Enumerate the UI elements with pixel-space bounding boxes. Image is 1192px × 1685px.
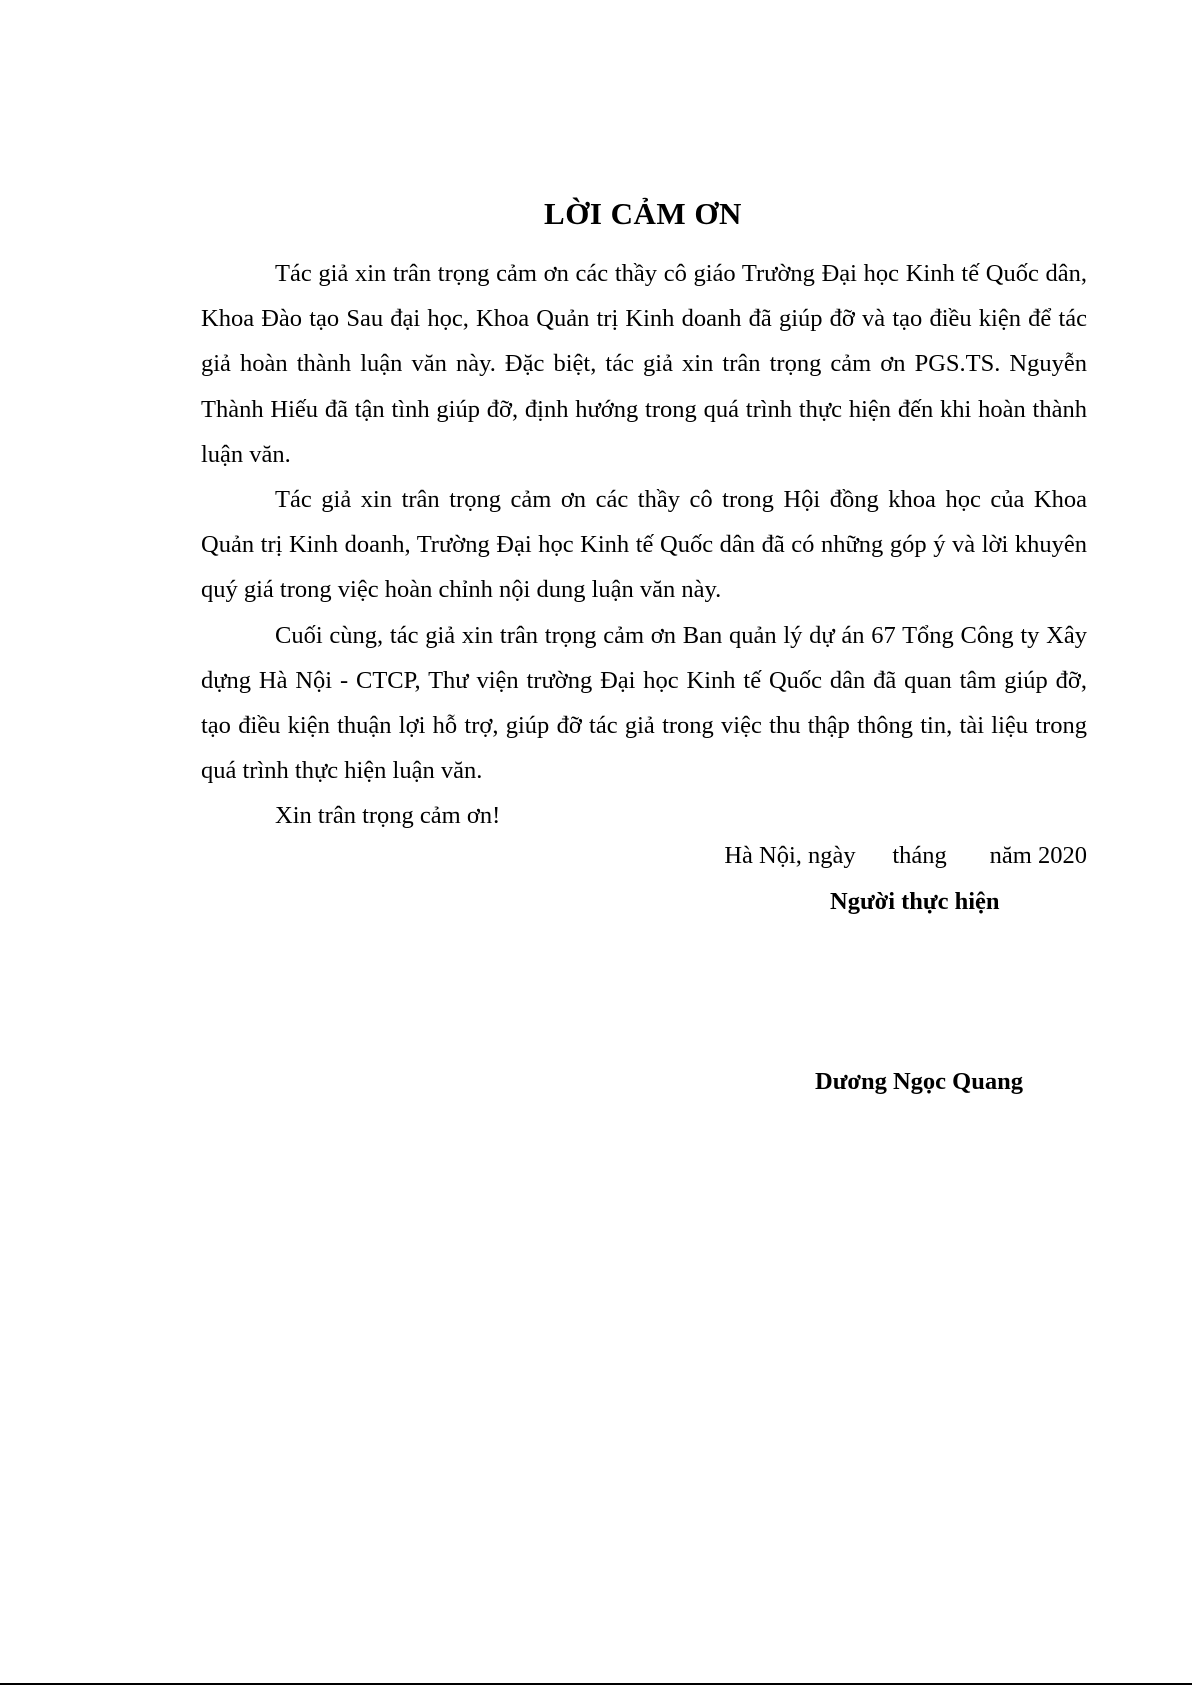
closing-thanks: Xin trân trọng cảm ơn! [275, 802, 501, 830]
paragraph-1: Tác giả xin trân trọng cảm ơn các thầy cô giáo Trường Đại học Kinh tế Quốc dân, Khoa Đào tạo Sau đại học, Khoa Quản trị Kinh doanh đã giúp đỡ và tạo điều kiện để tác giả hoàn thành luận văn này. Đặc biệt, tác giả xin trân trọng cảm ơn PGS.TS. Nguyễn Thành Hiếu đã tận tình giúp đỡ, định hướng trong quá trình thực hiện đến khi hoàn thành luận văn. [201, 260, 1087, 468]
page-title: LỜI CẢM ƠN [544, 196, 742, 231]
acknowledgement-body [201, 251, 1087, 839]
paragraph-2: Tác giả xin trân trọng cảm ơn các thầy cô trong Hội đồng khoa học của Khoa Quản trị Kinh doanh, Trường Đại học Kinh tế Quốc dân đã có những góp ý và lời khuyên quý giá trong việc hoàn chỉnh nội dung luận văn này. [201, 486, 1087, 604]
date-line: Hà Nội, ngày tháng năm 2020 [724, 842, 1087, 869]
signer-name: Dương Ngọc Quang [815, 1068, 1023, 1095]
paragraph-3: Cuối cùng, tác giả xin trân trọng cảm ơn Ban quản lý dự án 67 Tổng Công ty Xây dựng Hà Nội - CTCP, Thư viện trường Đại học Kinh tế Quốc dân đã quan tâm giúp đỡ, tạo điều kiện thuận lợi hỗ trợ, giúp đỡ tác giả trong việc thu thập thông tin, tài liệu trong quá trình thực hiện luận văn. [201, 621, 1087, 785]
signer-role: Người thực hiện [830, 888, 1000, 915]
